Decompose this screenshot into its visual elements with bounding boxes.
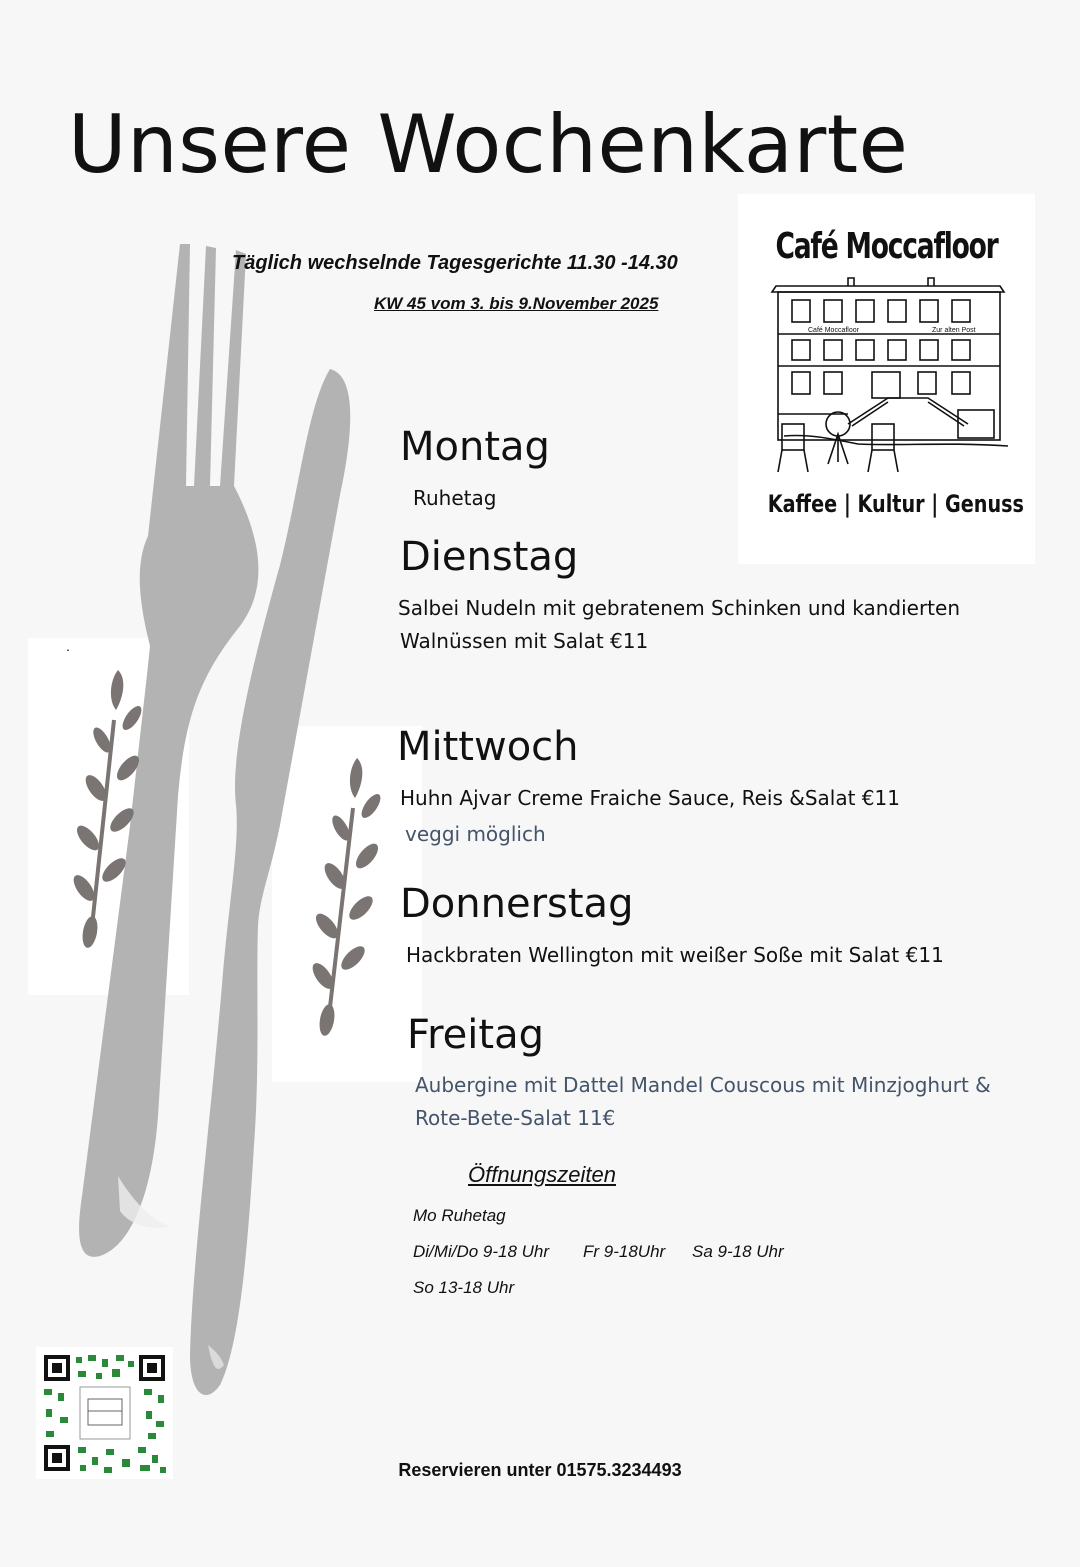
opening-hours-title: Öffnungszeiten bbox=[468, 1162, 616, 1187]
hours-monday: Mo Ruhetag bbox=[413, 1206, 506, 1225]
day-wednesday: Mittwoch bbox=[397, 724, 579, 770]
daily-dishes-subtitle: Täglich wechselnde Tagesgerichte 11.30 -14.30 bbox=[232, 252, 678, 274]
leaf-branch-icon bbox=[305, 748, 385, 1048]
logo-cafe-name: Café Moccafloor bbox=[775, 226, 998, 267]
dish-friday-line1: Aubergine mit Dattel Mandel Couscous mit Minzjoghurt & bbox=[415, 1073, 991, 1097]
day-friday: Freitag bbox=[407, 1012, 544, 1058]
reservation-phone: Reservieren unter 01575.3234493 bbox=[398, 1460, 682, 1480]
cafe-building-icon bbox=[768, 274, 1018, 484]
calendar-week: KW 45 vom 3. bis 9.November 2025 bbox=[374, 294, 659, 313]
hours-weekdays: Di/Mi/Do 9-18 Uhr bbox=[413, 1242, 550, 1261]
hours-saturday: Sa 9-18 Uhr bbox=[692, 1242, 784, 1261]
day-thursday: Donnerstag bbox=[400, 881, 634, 927]
dish-tuesday-line1: Salbei Nudeln mit gebratenem Schinken und kandierten bbox=[398, 596, 961, 620]
dish-tuesday-line2: Walnüssen mit Salat €11 bbox=[400, 629, 649, 653]
day-tuesday: Dienstag bbox=[400, 534, 579, 580]
page-title: Unsere Wochenkarte bbox=[68, 98, 909, 191]
dish-friday bbox=[415, 1069, 991, 1135]
hours-sunday: So 13-18 Uhr bbox=[413, 1278, 515, 1297]
dish-wednesday: Huhn Ajvar Creme Fraiche Sauce, Reis &Salat €11 bbox=[400, 786, 900, 810]
dish-wednesday-note: veggi möglich bbox=[405, 822, 546, 846]
logo-sign-right: Zur alten Post bbox=[932, 327, 976, 334]
stray-dot: . bbox=[66, 638, 70, 654]
dish-monday: Ruhetag bbox=[413, 486, 497, 510]
dish-thursday: Hackbraten Wellington mit weißer Soße mit Salat €11 bbox=[406, 943, 944, 967]
dish-friday-line2: Rote-Bete-Salat 11€ bbox=[415, 1106, 616, 1130]
logo-sign-left: Café Moccafloor bbox=[808, 327, 859, 334]
dish-tuesday bbox=[398, 592, 960, 658]
hours-friday: Fr 9-18Uhr bbox=[583, 1242, 666, 1261]
logo-tagline: Kaffee | Kultur | Genuss bbox=[767, 490, 1024, 518]
cafe-logo bbox=[738, 194, 1035, 564]
day-monday: Montag bbox=[400, 424, 550, 470]
leaf-branch-icon bbox=[70, 660, 150, 960]
